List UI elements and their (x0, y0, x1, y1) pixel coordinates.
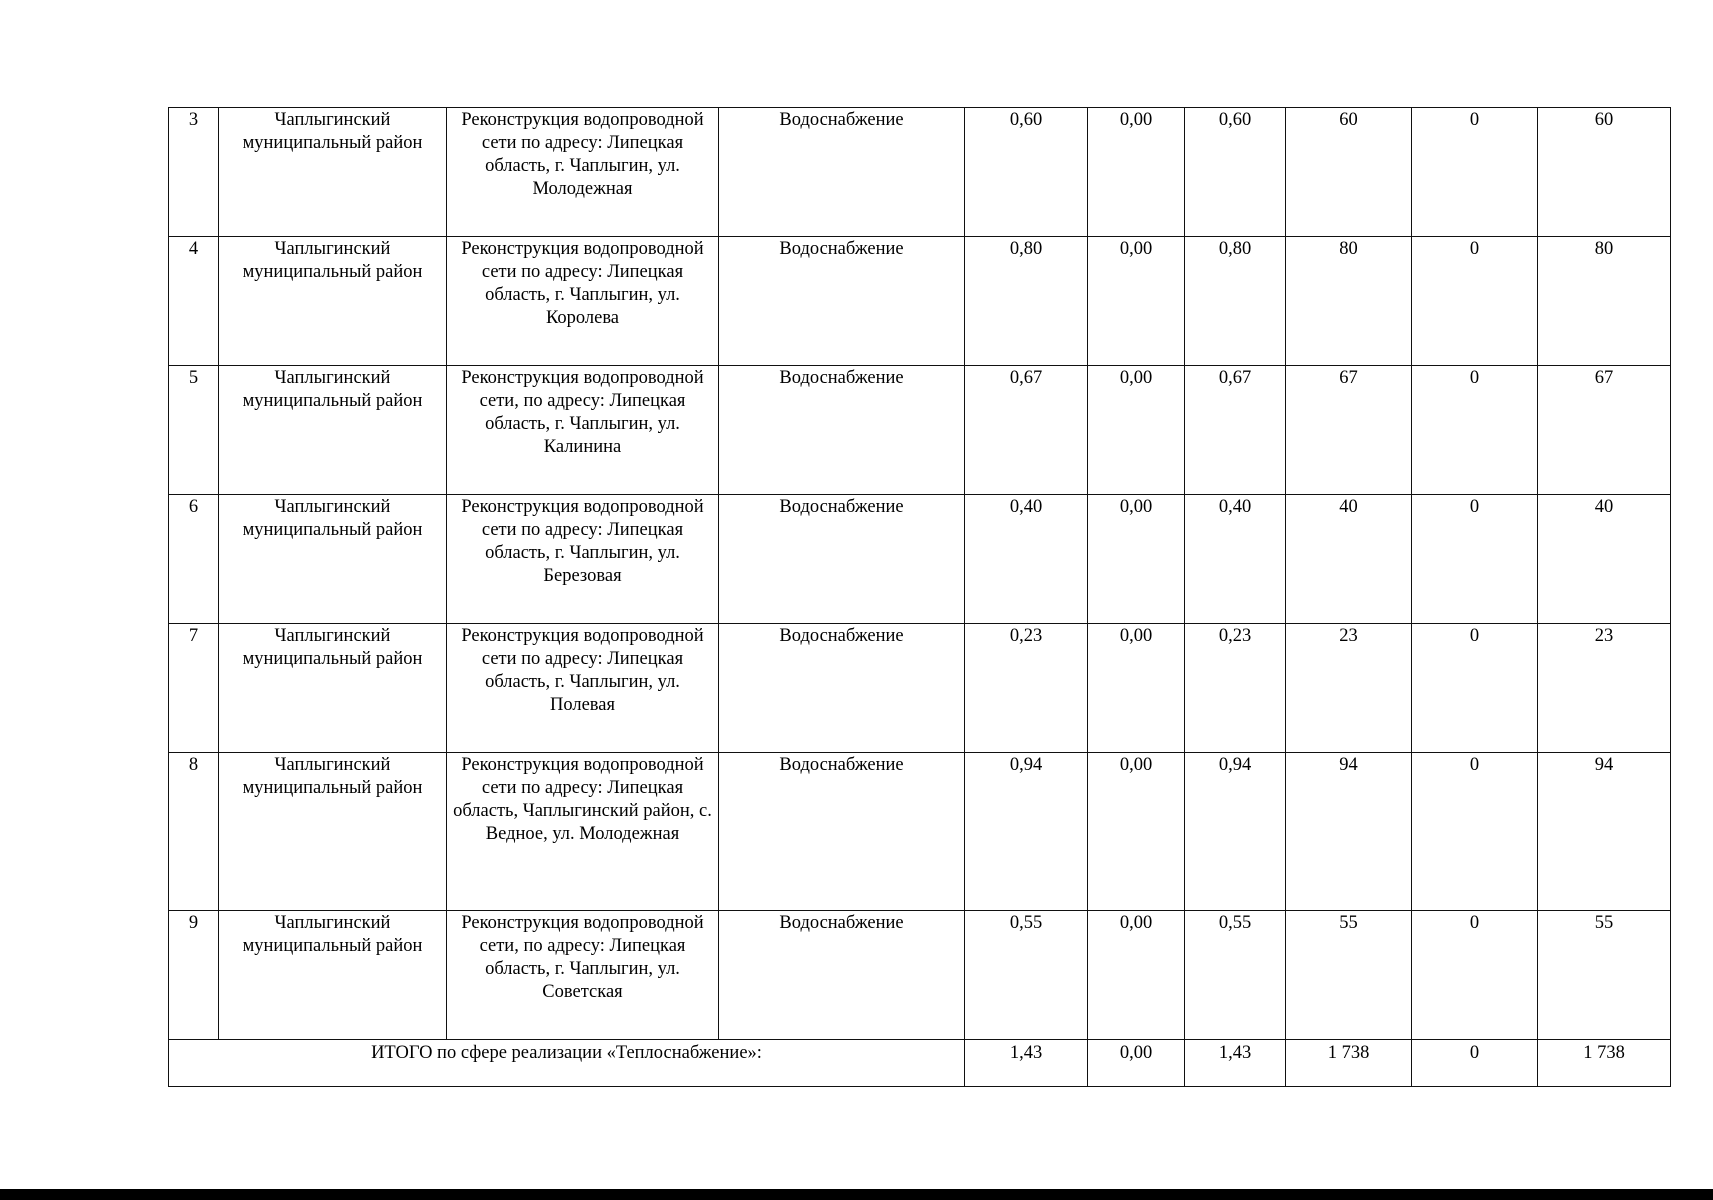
value-cell-6: 94 (1538, 753, 1671, 911)
value-cell-5: 0 (1412, 108, 1538, 237)
value-cell-1: 0,55 (965, 911, 1088, 1040)
district-cell: Чаплыгинский муниципальный район (219, 366, 447, 495)
value-cell-2: 0,00 (1088, 237, 1185, 366)
table-row (169, 366, 1671, 495)
district-cell: Чаплыгинский муниципальный район (219, 495, 447, 624)
value-cell-3: 0,80 (1185, 237, 1286, 366)
district-cell: Чаплыгинский муниципальный район (219, 911, 447, 1040)
value-cell-6: 55 (1538, 911, 1671, 1040)
project-cell: Реконструкция водопроводной сети по адресу: Липецкая область, г. Чаплыгин, ул. Березовая (447, 495, 719, 624)
value-cell-3: 0,60 (1185, 108, 1286, 237)
value-cell-2: 0,00 (1088, 624, 1185, 753)
total-value-5: 0 (1412, 1040, 1538, 1087)
total-value-1: 1,43 (965, 1040, 1088, 1087)
sphere-cell: Водоснабжение (719, 624, 965, 753)
row-number: 5 (169, 366, 219, 495)
value-cell-2: 0,00 (1088, 366, 1185, 495)
value-cell-3: 0,23 (1185, 624, 1286, 753)
value-cell-1: 0,40 (965, 495, 1088, 624)
row-number: 8 (169, 753, 219, 911)
value-cell-4: 40 (1286, 495, 1412, 624)
value-cell-6: 60 (1538, 108, 1671, 237)
value-cell-2: 0,00 (1088, 911, 1185, 1040)
value-cell-2: 0,00 (1088, 108, 1185, 237)
row-number: 4 (169, 237, 219, 366)
table-row (169, 911, 1671, 1040)
table-row (169, 108, 1671, 237)
value-cell-1: 0,60 (965, 108, 1088, 237)
district-cell: Чаплыгинский муниципальный район (219, 237, 447, 366)
value-cell-3: 0,94 (1185, 753, 1286, 911)
project-cell: Реконструкция водопроводной сети по адресу: Липецкая область, г. Чаплыгин, ул. Полевая (447, 624, 719, 753)
value-cell-1: 0,67 (965, 366, 1088, 495)
value-cell-6: 67 (1538, 366, 1671, 495)
row-number: 9 (169, 911, 219, 1040)
value-cell-2: 0,00 (1088, 753, 1185, 911)
value-cell-4: 67 (1286, 366, 1412, 495)
scan-edge-bar (0, 1189, 1713, 1200)
value-cell-1: 0,23 (965, 624, 1088, 753)
value-cell-6: 23 (1538, 624, 1671, 753)
total-value-6: 1 738 (1538, 1040, 1671, 1087)
value-cell-4: 23 (1286, 624, 1412, 753)
sphere-cell: Водоснабжение (719, 366, 965, 495)
value-cell-1: 0,94 (965, 753, 1088, 911)
investment-table (168, 107, 1671, 1087)
total-value-3: 1,43 (1185, 1040, 1286, 1087)
table-row (169, 753, 1671, 911)
value-cell-3: 0,40 (1185, 495, 1286, 624)
table-row (169, 624, 1671, 753)
project-cell: Реконструкция водопроводной сети по адресу: Липецкая область, г. Чаплыгин, ул. Королева (447, 237, 719, 366)
total-value-2: 0,00 (1088, 1040, 1185, 1087)
sphere-cell: Водоснабжение (719, 753, 965, 911)
value-cell-2: 0,00 (1088, 495, 1185, 624)
row-number: 7 (169, 624, 219, 753)
project-cell: Реконструкция водопроводной сети, по адресу: Липецкая область, г. Чаплыгин, ул. Калинина (447, 366, 719, 495)
district-cell: Чаплыгинский муниципальный район (219, 753, 447, 911)
value-cell-5: 0 (1412, 495, 1538, 624)
value-cell-6: 80 (1538, 237, 1671, 366)
total-label: ИТОГО по сфере реализации «Теплоснабжение»: (169, 1040, 965, 1087)
total-row (169, 1040, 1671, 1087)
district-cell: Чаплыгинский муниципальный район (219, 108, 447, 237)
value-cell-3: 0,67 (1185, 366, 1286, 495)
table-row (169, 495, 1671, 624)
row-number: 3 (169, 108, 219, 237)
value-cell-4: 94 (1286, 753, 1412, 911)
project-cell: Реконструкция водопроводной сети по адресу: Липецкая область, г. Чаплыгин, ул. Молодежная (447, 108, 719, 237)
sphere-cell: Водоснабжение (719, 495, 965, 624)
sphere-cell: Водоснабжение (719, 108, 965, 237)
table-body (169, 108, 1671, 1087)
table-row (169, 237, 1671, 366)
sphere-cell: Водоснабжение (719, 911, 965, 1040)
row-number: 6 (169, 495, 219, 624)
district-cell: Чаплыгинский муниципальный район (219, 624, 447, 753)
value-cell-3: 0,55 (1185, 911, 1286, 1040)
value-cell-5: 0 (1412, 366, 1538, 495)
value-cell-6: 40 (1538, 495, 1671, 624)
total-value-4: 1 738 (1286, 1040, 1412, 1087)
value-cell-5: 0 (1412, 237, 1538, 366)
value-cell-4: 80 (1286, 237, 1412, 366)
value-cell-5: 0 (1412, 624, 1538, 753)
sphere-cell: Водоснабжение (719, 237, 965, 366)
project-cell: Реконструкция водопроводной сети, по адресу: Липецкая область, г. Чаплыгин, ул. Советская (447, 911, 719, 1040)
value-cell-5: 0 (1412, 753, 1538, 911)
value-cell-1: 0,80 (965, 237, 1088, 366)
value-cell-5: 0 (1412, 911, 1538, 1040)
value-cell-4: 55 (1286, 911, 1412, 1040)
value-cell-4: 60 (1286, 108, 1412, 237)
project-cell: Реконструкция водопроводной сети по адресу: Липецкая область, Чаплыгинский район, с. Ведное, ул. Молодежная (447, 753, 719, 911)
